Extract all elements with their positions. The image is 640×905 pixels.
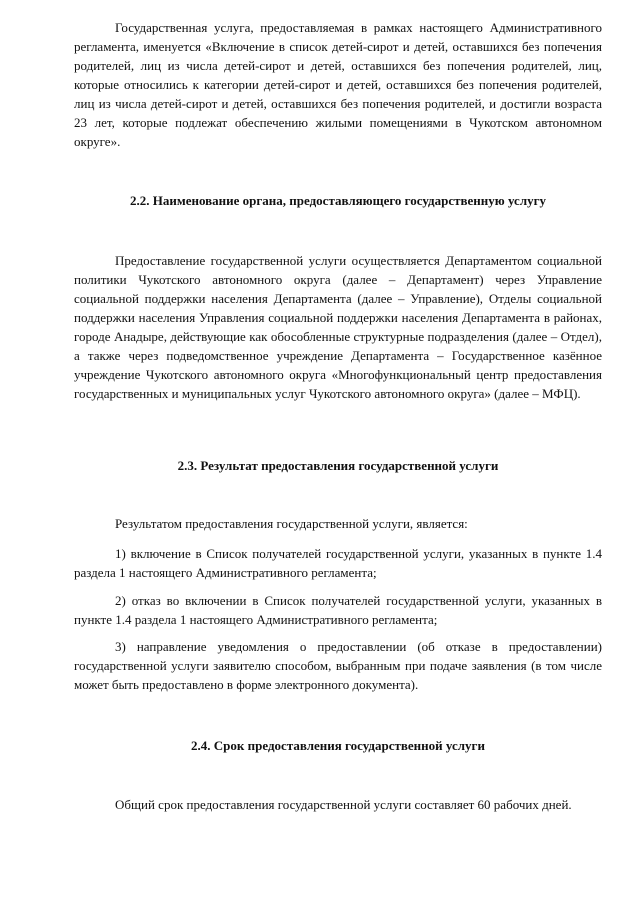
section-2-3-item-2: 2) отказ во включении в Список получателей государственной услуги, указанных в пункте 1.4 раздела 1 настоящего Административного регламента; xyxy=(74,593,602,627)
section-2-4-heading: 2.4. Срок предоставления государственной услуги xyxy=(191,738,485,753)
section-2-4-paragraph: Общий срок предоставления государственной услуги составляет 60 рабочих дней. xyxy=(115,797,572,812)
section-2-2-paragraph: Предоставление государственной услуги осуществляется Департаментом социальной политики Чукотского автономного округа (далее – Департамент) через Управление социальной поддержки населения Департамента (далее – Управление), Отделы социальной поддержки населения Управления социальной поддержки населения Департамента в районах, городе Анадыре, действующие как обособленные структурные подразделения (далее – Отдел), а также через подведомственное учреждение Департамента – Государственное казённое учреждение Чукотского автономного округа «Многофункциональный центр предоставления государственных и муниципальных услуг Чукотского автономного округа» (далее – МФЦ). xyxy=(74,253,602,401)
section-2-3-heading: 2.3. Результат предоставления государственной услуги xyxy=(177,458,499,473)
section-2-3-item-1: 1) включение в Список получателей государственной услуги, указанных в пункте 1.4 раздела 1 настоящего Административного регламента; xyxy=(74,546,602,580)
section-2-3-intro: Результатом предоставления государственной услуги, является: xyxy=(115,516,468,531)
section-2-2-heading: 2.2. Наименование органа, предоставляющего государственную услугу xyxy=(129,193,547,208)
intro-paragraph: Государственная услуга, предоставляемая в рамках настоящего Административного регламента, именуется «Включение в список детей-сирот и детей, оставшихся без попечения родителей, лиц из числа детей-сирот и детей, оставшихся без попечения родителей, лиц, которые относились к категории детей-сирот и детей, оставшихся без попечения родителей, лиц из числа детей-сирот и детей, оставшихся без попечения родителей, и достигли возраста 23 лет, которые подлежат обеспечению жилыми помещениями в Чукотском автономном округе». xyxy=(74,20,602,149)
section-2-3-item-3: 3) направление уведомления о предоставлении (об отказе в предоставлении) государственной услуги заявителю способом, выбранным при подаче заявления (в том числе может быть предоставлено в форме электронного документа). xyxy=(74,639,602,692)
